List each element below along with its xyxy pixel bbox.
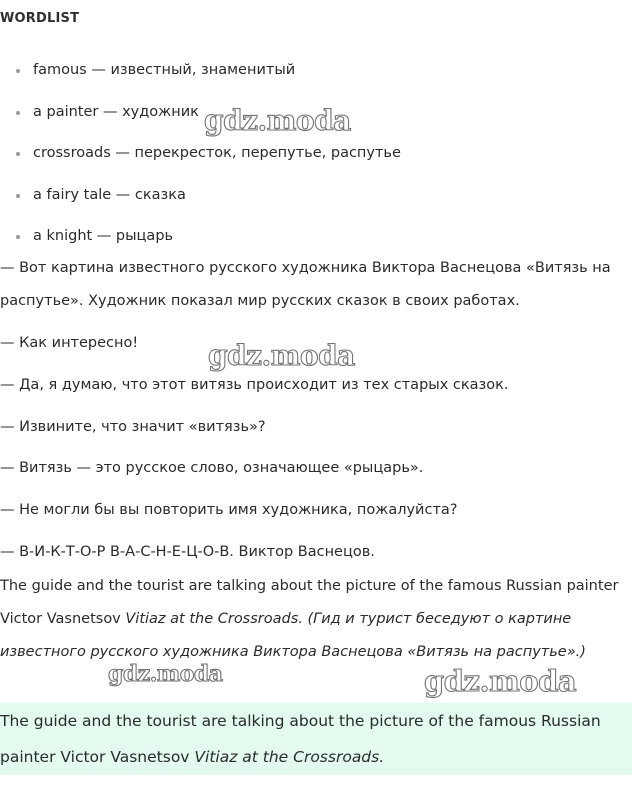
dialog-line: — Вот картина известного русского художника Виктора Васнецова «Витязь на распутье». Художник показал мир русских сказок в своих работах.: [0, 260, 611, 310]
bullet-icon: [16, 235, 20, 239]
wordlist: [0, 53, 401, 261]
bullet-icon: [16, 69, 20, 73]
watermark-logo: gdz.moda: [208, 339, 355, 372]
list-item-text: a knight — рыцарь: [33, 228, 174, 245]
summary-text: The guide and the tourist are talking about the picture of the famous Russian painter Victor Vasnetsov: [0, 578, 619, 628]
dialog-line: — Да, я думаю, что этот витязь происходит из тех старых сказок.: [0, 376, 509, 393]
list-item-text: crossroads — перекресток, перепутье, распутье: [33, 145, 401, 162]
list-item-text: a fairy tale — сказка: [33, 186, 186, 203]
list-item: [0, 95, 401, 137]
dialog-line: — Как интересно!: [0, 335, 139, 351]
answer-box: [0, 703, 632, 775]
bullet-icon: [16, 111, 20, 115]
summary-italic: Vitiaz at the Crossroads. (Гид и турист беседуют о картине известного русского художника Виктора Васнецова «Витязь на распутье».): [0, 611, 586, 661]
watermark-logo: gdz.moda: [424, 664, 577, 698]
watermark-logo: gdz.moda: [108, 661, 223, 687]
list-item-text: famous — известный, знаменитый: [33, 62, 296, 78]
list-item: [0, 178, 401, 220]
summary-paragraph: [0, 570, 628, 670]
bullet-icon: [16, 194, 20, 198]
dialog-line: — Витязь — это русское слово, означающее «рыцарь».: [0, 460, 424, 477]
dialog-line: — Не могли бы вы повторить имя художника, пожалуйста?: [0, 502, 458, 519]
bullet-icon: [16, 152, 20, 156]
list-item: [0, 136, 401, 178]
wordlist-heading: WORDLIST: [0, 11, 80, 26]
answer-italic: Vitiaz at the Crossroads.: [194, 748, 385, 766]
list-item-text: a painter — художник: [33, 103, 199, 120]
dialog-text: [0, 252, 632, 578]
dialog-line: — В-И-К-Т-О-Р В-А-С-Н-Е-Ц-О-В. Виктор Васнецов.: [0, 543, 375, 560]
dialog-line: — Извините, что значит «витязь»?: [0, 418, 266, 435]
list-item: [0, 53, 401, 95]
answer-text: The guide and the tourist are talking about the picture of the famous Russian painter Victor Vasnetsov: [0, 712, 601, 766]
watermark-logo: gdz.moda: [204, 104, 351, 137]
